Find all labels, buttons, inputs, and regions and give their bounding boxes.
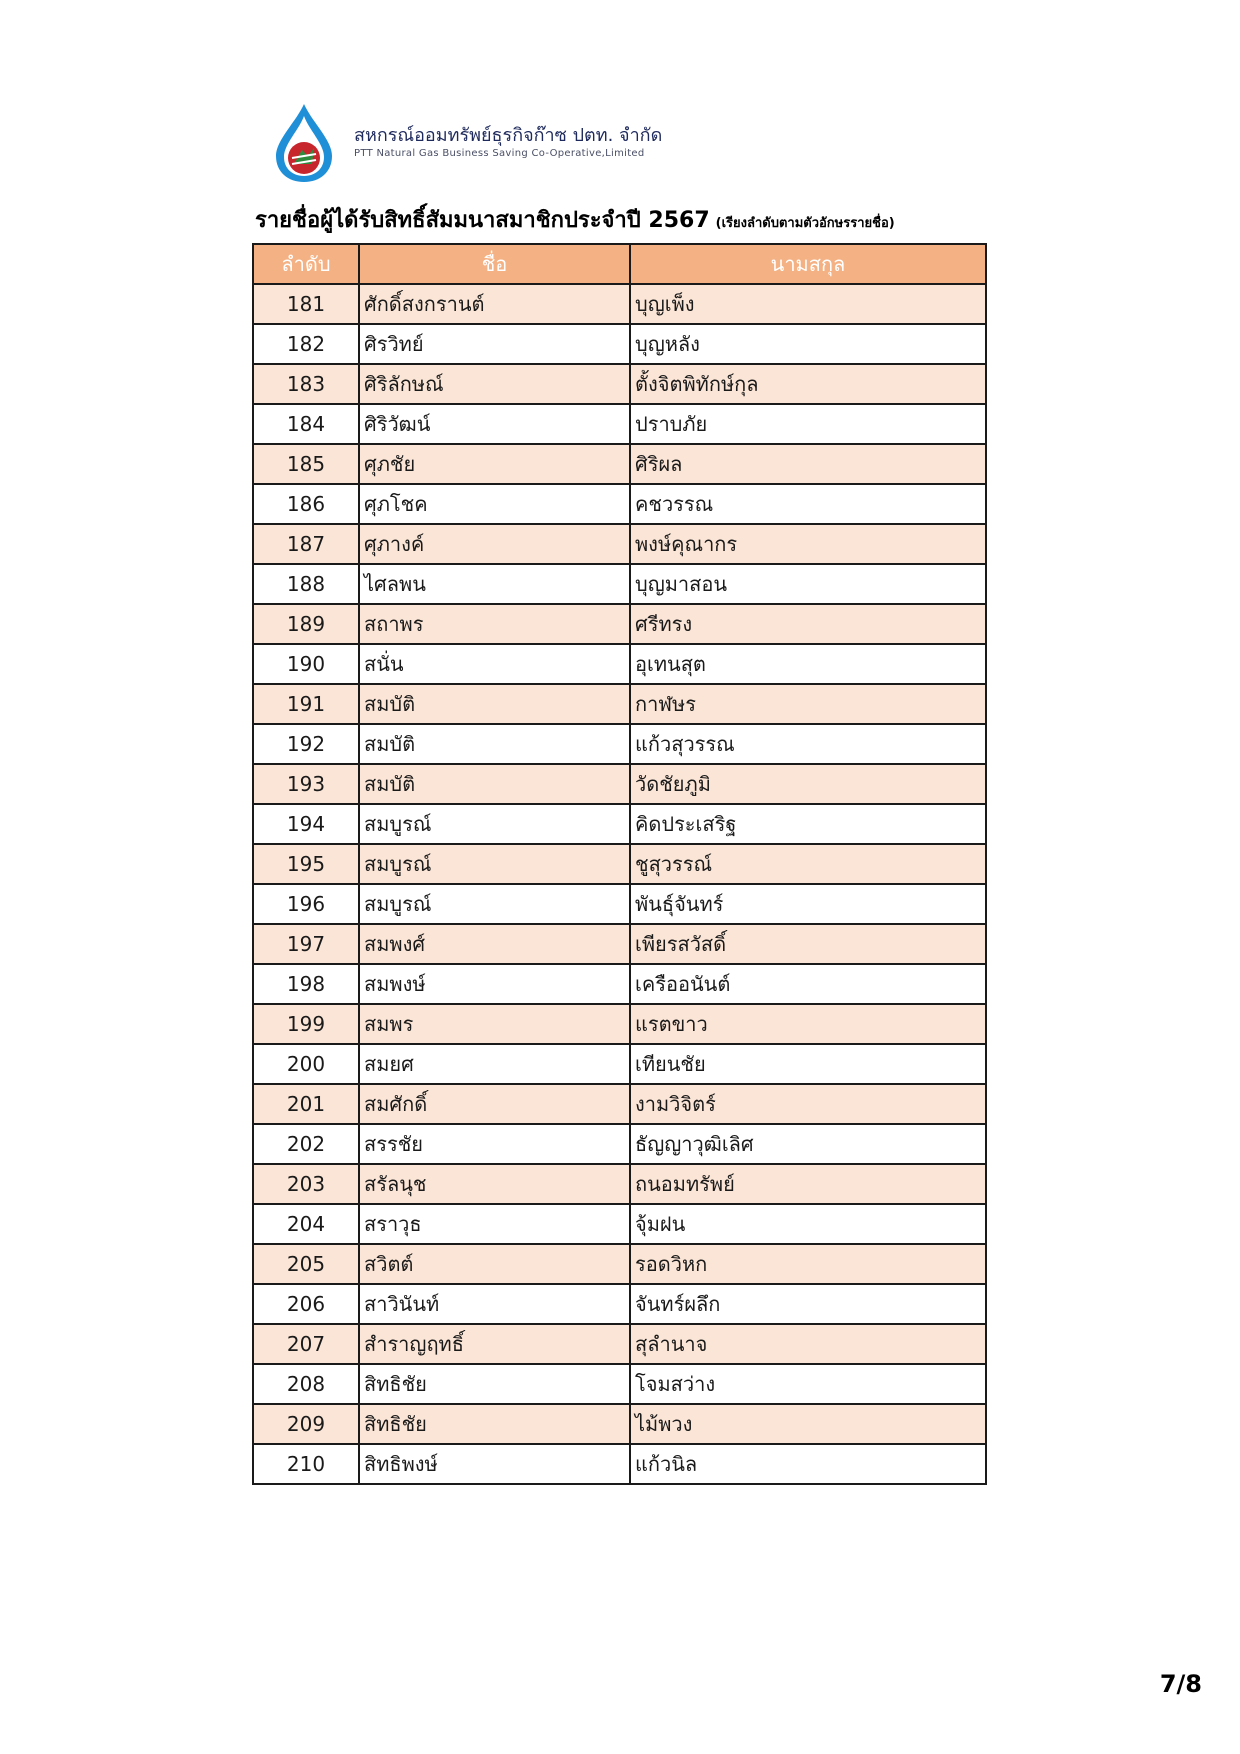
column-header-first-name: ชื่อ [359,244,630,284]
page-number: 7/8 [1159,1670,1202,1698]
table-row [253,404,986,444]
cell-first-name: ศุภโชค [359,484,630,524]
cell-last-name: คชวรรณ [630,484,986,524]
cell-last-name: บุญเพ็ง [630,284,986,324]
cell-order: 210 [253,1444,359,1484]
table-row [253,1284,986,1324]
table-row [253,1084,986,1124]
cell-last-name: งามวิจิตร์ [630,1084,986,1124]
cell-last-name: สุลำนาจ [630,1324,986,1364]
cell-order: 189 [253,604,359,644]
cell-first-name: สาวินันท์ [359,1284,630,1324]
column-header-order: ลำดับ [253,244,359,284]
cell-first-name: สนั่น [359,644,630,684]
table-row [253,1324,986,1364]
table-row [253,684,986,724]
table-row [253,1404,986,1444]
table-row [253,884,986,924]
cell-last-name: ศิริผล [630,444,986,484]
cell-order: 199 [253,1004,359,1044]
table-row [253,764,986,804]
cell-order: 205 [253,1244,359,1284]
table-row [253,364,986,404]
table-row [253,964,986,1004]
cell-last-name: ไม้พวง [630,1404,986,1444]
cell-last-name: พงษ์คุณากร [630,524,986,564]
cell-order: 182 [253,324,359,364]
cell-last-name: เครืออนันต์ [630,964,986,1004]
cell-first-name: ศิริวัฒน์ [359,404,630,444]
table-header-row [253,244,986,284]
cell-first-name: สมพร [359,1004,630,1044]
cell-order: 186 [253,484,359,524]
cell-last-name: อุเทนสุต [630,644,986,684]
cell-first-name: สวิตต์ [359,1244,630,1284]
table-row [253,844,986,884]
cell-last-name: เพียรสวัสดิ์ [630,924,986,964]
cell-order: 204 [253,1204,359,1244]
table-row [253,1044,986,1084]
cell-last-name: ตั้งจิตพิทักษ์กุล [630,364,986,404]
table-row [253,604,986,644]
table-row [253,1164,986,1204]
cell-order: 187 [253,524,359,564]
cell-last-name: วัดชัยภูมิ [630,764,986,804]
member-table [252,243,987,1485]
title-main: รายชื่อผู้ได้รับสิทธิ์สัมมนาสมาชิกประจำปี 2567 [255,208,710,233]
cell-last-name: จันทร์ผลึก [630,1284,986,1324]
cell-first-name: สมพงศ์ [359,924,630,964]
cell-last-name: แก้วสุวรรณ [630,724,986,764]
table-row [253,1124,986,1164]
org-name-thai: สหกรณ์ออมทรัพย์ธุรกิจก๊าซ ปตท. จำกัด [354,125,663,146]
cell-first-name: ศักดิ์สงกรานต์ [359,284,630,324]
cell-first-name: ศุภางค์ [359,524,630,564]
cell-first-name: สมบูรณ์ [359,844,630,884]
table-row [253,1204,986,1244]
table-row [253,804,986,844]
cell-order: 188 [253,564,359,604]
cell-order: 202 [253,1124,359,1164]
cell-last-name: จุ้มฝน [630,1204,986,1244]
table-row [253,724,986,764]
title-sort-note: (เรียงลำดับตามตัวอักษรรายชื่อ) [715,216,895,231]
ptt-drop-logo-icon [272,102,336,184]
table-row [253,1004,986,1044]
cell-last-name: ศรีทรง [630,604,986,644]
cell-order: 197 [253,924,359,964]
table-row [253,484,986,524]
cell-order: 194 [253,804,359,844]
table-body [253,284,986,1484]
table-row [253,1364,986,1404]
cell-order: 200 [253,1044,359,1084]
table-row [253,644,986,684]
cell-first-name: สมบัติ [359,724,630,764]
table-row [253,564,986,604]
document-title [255,202,895,237]
cell-first-name: ศิรวิทย์ [359,324,630,364]
cell-last-name: แก้วนิล [630,1444,986,1484]
table-row [253,444,986,484]
cell-order: 198 [253,964,359,1004]
cell-order: 209 [253,1404,359,1444]
cell-first-name: สรรชัย [359,1124,630,1164]
cell-first-name: สมบัติ [359,684,630,724]
table-row [253,924,986,964]
cell-first-name: สมบูรณ์ [359,804,630,844]
cell-first-name: สมพงษ์ [359,964,630,1004]
cell-first-name: สมศักดิ์ [359,1084,630,1124]
cell-last-name: พันธุ์จันทร์ [630,884,986,924]
cell-order: 196 [253,884,359,924]
cell-first-name: สถาพร [359,604,630,644]
cell-first-name: ศุภชัย [359,444,630,484]
cell-first-name: สรัลนุช [359,1164,630,1204]
cell-first-name: สิทธิชัย [359,1364,630,1404]
cell-first-name: ศิริลักษณ์ [359,364,630,404]
cell-order: 184 [253,404,359,444]
cell-last-name: โจมสว่าง [630,1364,986,1404]
cell-last-name: เทียนชัย [630,1044,986,1084]
cell-first-name: สิทธิชัย [359,1404,630,1444]
cell-last-name: คิดประเสริฐ [630,804,986,844]
cell-order: 195 [253,844,359,884]
table-row [253,524,986,564]
org-name-english: PTT Natural Gas Business Saving Co-Operative,Limited [354,148,645,159]
cell-order: 207 [253,1324,359,1364]
table-row [253,1244,986,1284]
cell-first-name: สมบัติ [359,764,630,804]
table-row [253,324,986,364]
cell-first-name: สราวุธ [359,1204,630,1244]
cell-order: 193 [253,764,359,804]
cell-last-name: กาฬษร [630,684,986,724]
cell-order: 206 [253,1284,359,1324]
cell-order: 192 [253,724,359,764]
cell-last-name: ปราบภัย [630,404,986,444]
cell-last-name: ชูสุวรรณ์ [630,844,986,884]
cell-first-name: สมยศ [359,1044,630,1084]
cell-last-name: แรตขาว [630,1004,986,1044]
cell-last-name: บุญหลัง [630,324,986,364]
cell-order: 201 [253,1084,359,1124]
table-row [253,284,986,324]
cell-order: 185 [253,444,359,484]
cell-order: 183 [253,364,359,404]
table-row [253,1444,986,1484]
cell-last-name: ธัญญาวุฒิเลิศ [630,1124,986,1164]
cell-last-name: รอดวิหก [630,1244,986,1284]
cell-order: 203 [253,1164,359,1204]
column-header-last-name: นามสกุล [630,244,986,284]
cell-last-name: บุญมาสอน [630,564,986,604]
cell-order: 191 [253,684,359,724]
cell-first-name: สิทธิพงษ์ [359,1444,630,1484]
cell-order: 181 [253,284,359,324]
cell-order: 208 [253,1364,359,1404]
cell-first-name: สำราญฤทธิ์ [359,1324,630,1364]
cell-first-name: ไศลพน [359,564,630,604]
cell-first-name: สมบูรณ์ [359,884,630,924]
cell-order: 190 [253,644,359,684]
cell-last-name: ถนอมทรัพย์ [630,1164,986,1204]
